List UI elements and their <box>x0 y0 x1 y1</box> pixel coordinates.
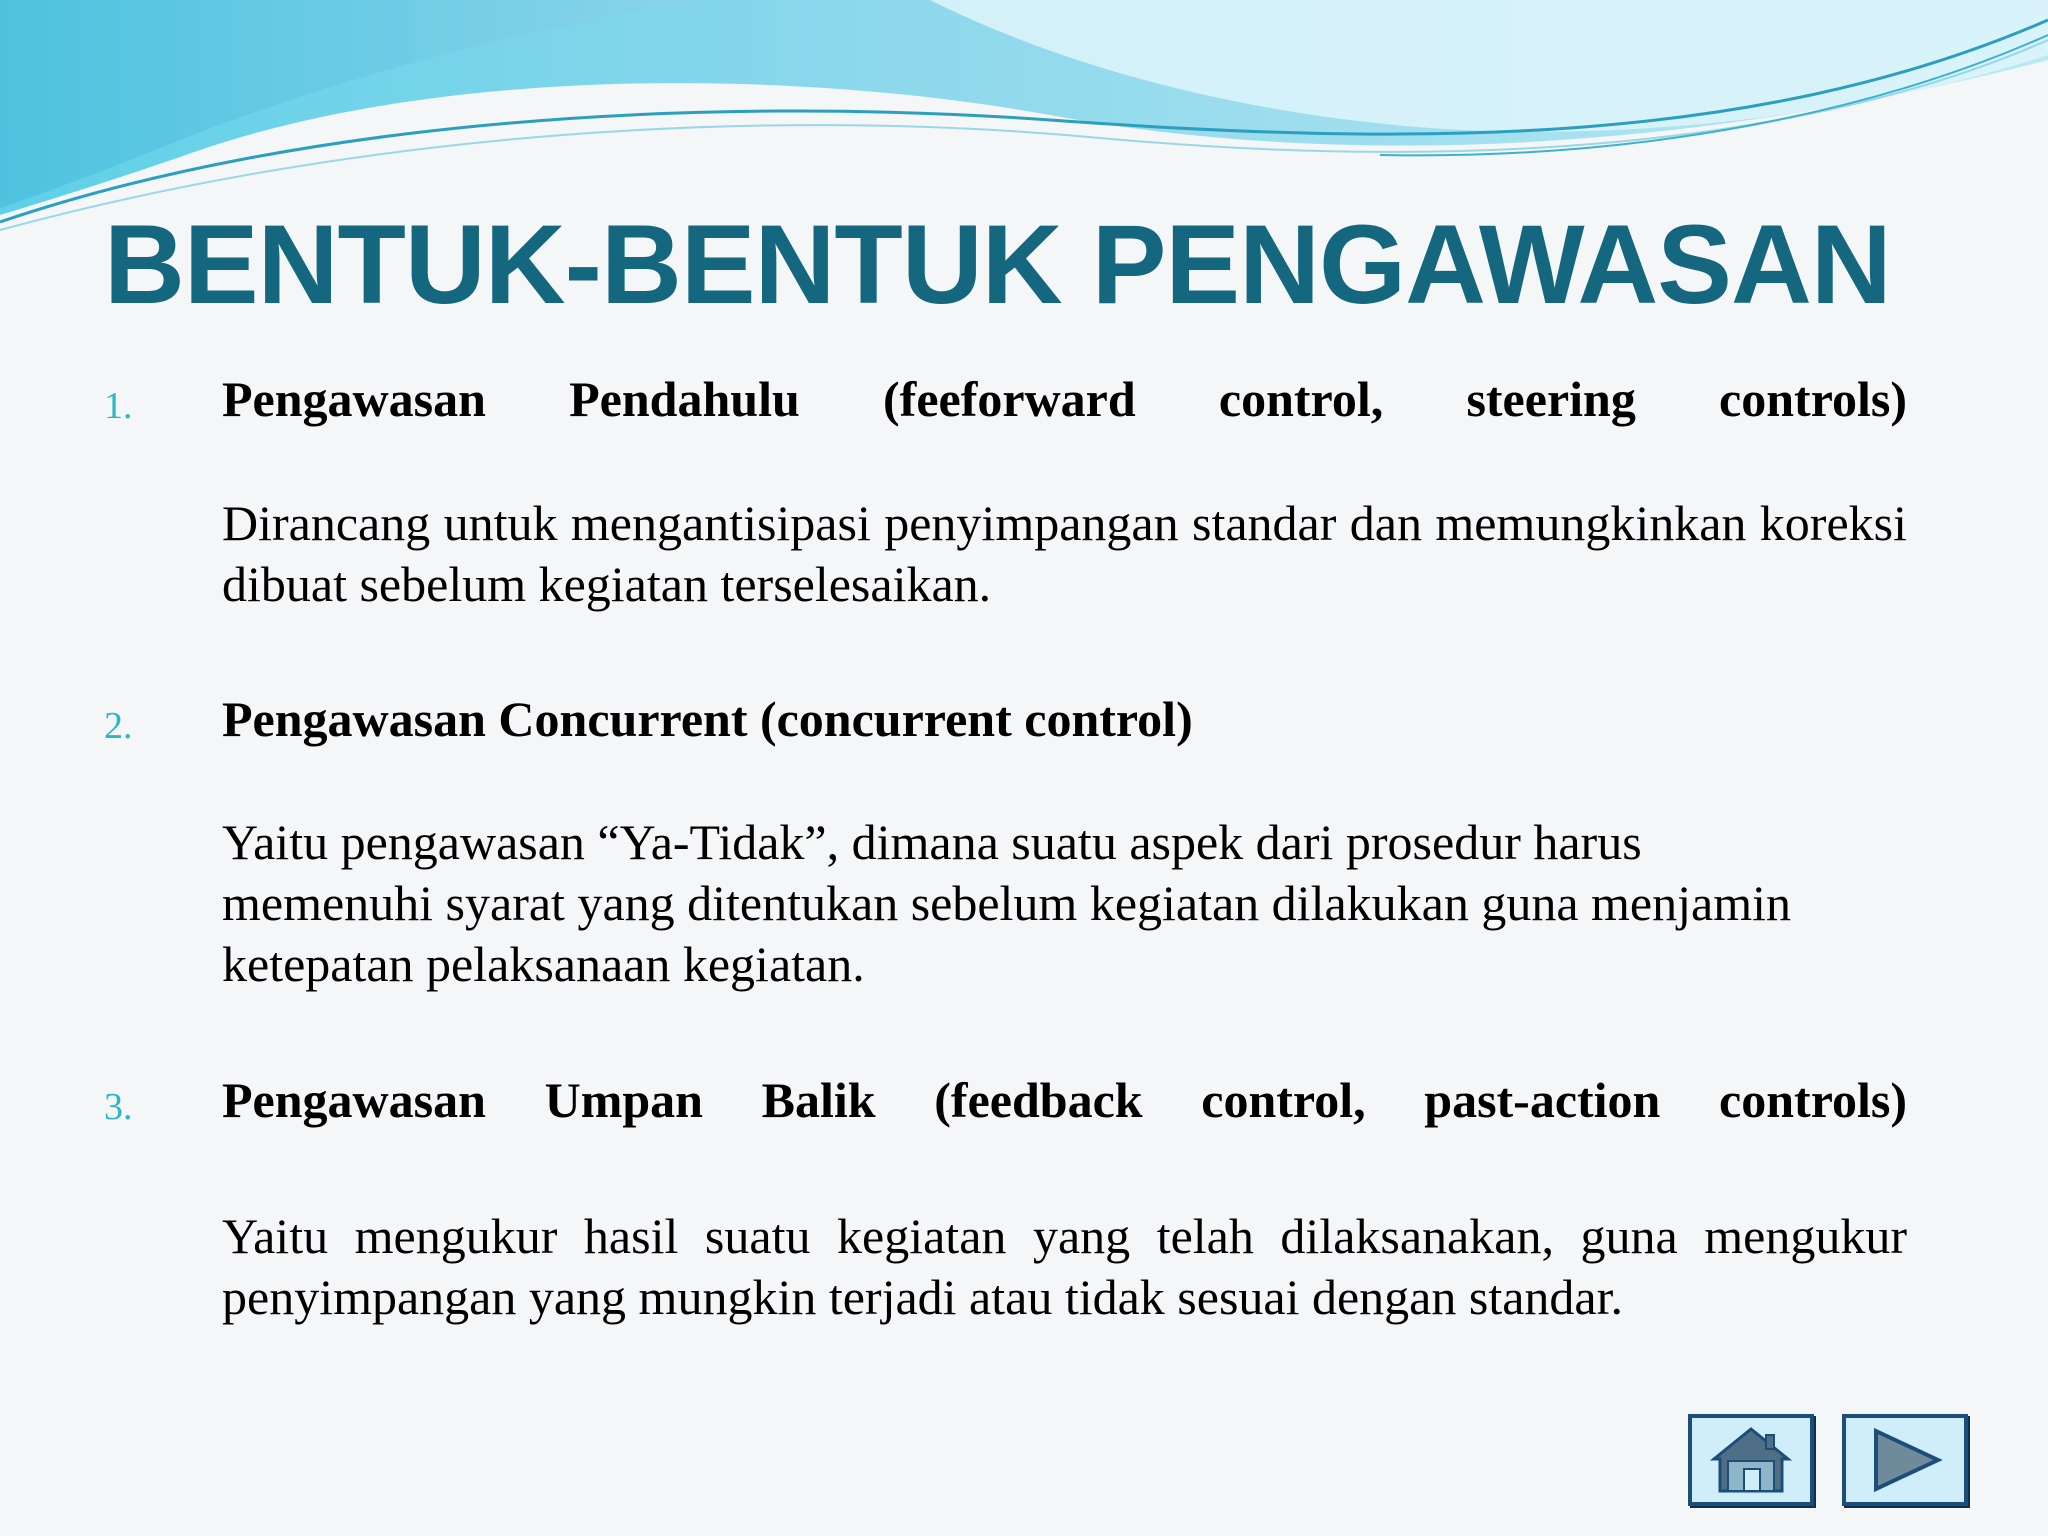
item-heading: Pengawasan Concurrent (concurrent control) <box>222 691 1193 747</box>
item-heading: Pengawasan Umpan Balik (feedback control, past-action controls) <box>222 1072 1907 1128</box>
home-icon <box>1708 1425 1794 1495</box>
item-body: Yaitu pengawasan “Ya-Tidak”, dimana suatu aspek dari prosedur harus memenuhi syarat yang ditentukan sebelum kegiatan dilakukan guna menjamin ketepatan pelaksanaan kegiatan. <box>222 814 1791 992</box>
item-heading: Pengawasan Pendahulu (feeforward control, steering controls) <box>222 371 1907 427</box>
next-slide-button[interactable] <box>1842 1414 1968 1506</box>
item-body: Dirancang untuk mengantisipasi penyimpangan standar dan memungkinkan koreksi dibuat sebelum kegiatan terselesaikan. <box>222 495 1907 612</box>
item-number: 3. <box>104 1086 133 1128</box>
slide-title: BENTUK-BENTUK PENGAWASAN <box>104 202 1891 327</box>
item-body: Yaitu mengukur hasil suatu kegiatan yang telah dilaksanakan, guna mengukur penyimpangan yang mungkin terjadi atau tidak sesuai dengan standar. <box>222 1208 1907 1325</box>
item-number: 1. <box>104 385 133 427</box>
home-button[interactable] <box>1688 1414 1814 1506</box>
play-triangle-icon <box>1866 1427 1944 1493</box>
item-number: 2. <box>104 705 133 747</box>
